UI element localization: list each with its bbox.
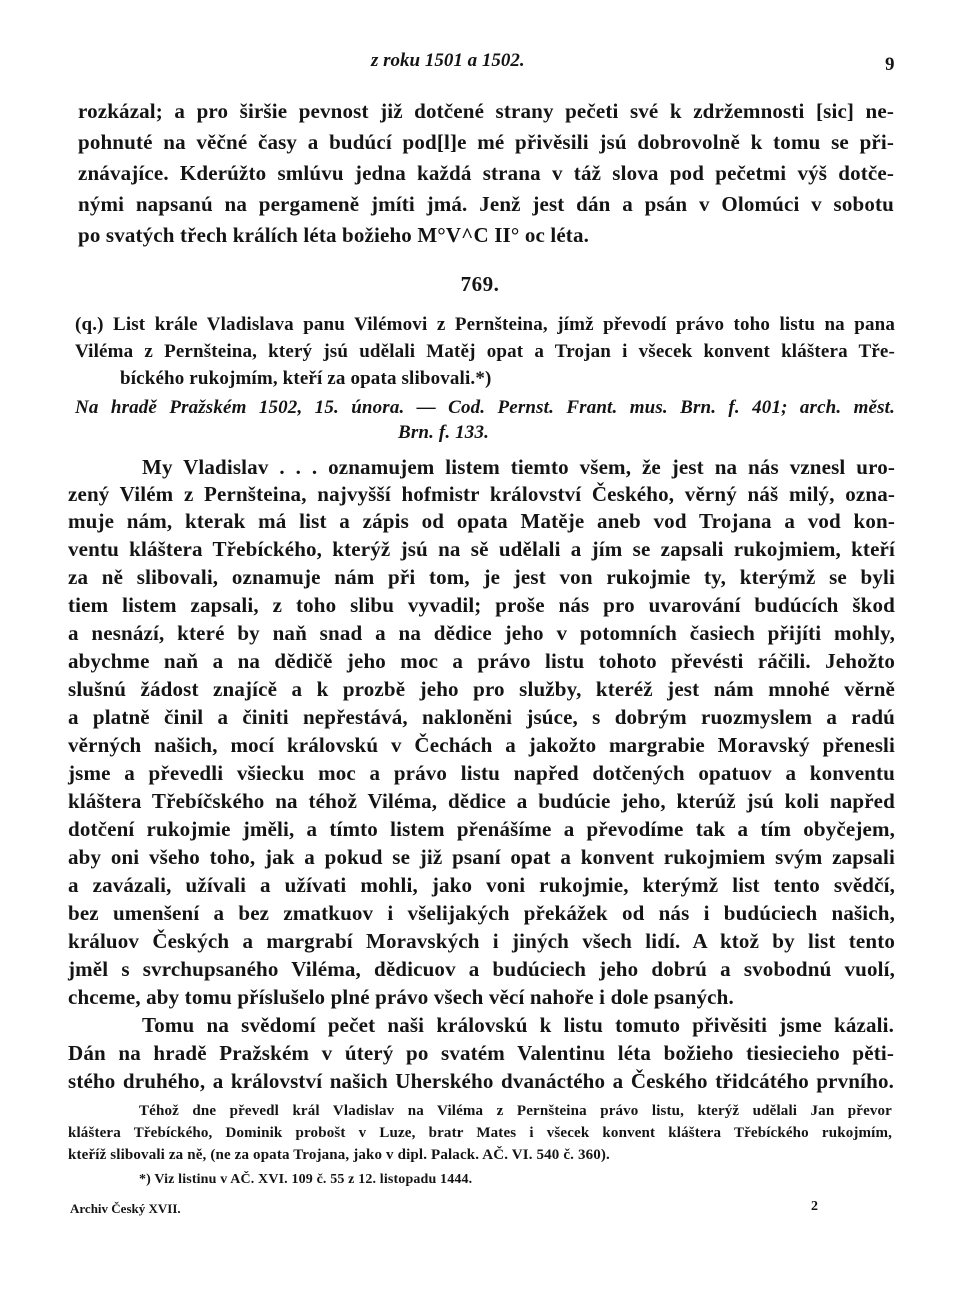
text-line: tiem listem zapsali, z toho slibu vyvadil; proše nás pro uvarování budúcích škod	[68, 593, 895, 617]
text-line: Tomu na svědomí pečet naši královskú k listu tomuto přivěsiti jsme kázali.	[142, 1013, 894, 1037]
text-line: stého druhého, a království našich Uherského dvanáctého a Českého třidcátého prvního.	[68, 1069, 894, 1093]
text-line: a zavázali, užívali a užívati mohli, jako voni rukojmie, kterýmž list tento svědčí,	[68, 873, 895, 897]
text-line: aby oni všeho toho, jak a pokud se již psaní opat a konvent rukojmiem svým zapsali	[68, 845, 895, 869]
text-line: věrných našich, mocí královskú v Čechách a jakožto margrabie Moravský přenesli	[68, 733, 895, 757]
text-line: Dán na hradě Pražském v úterý po svatém Valentinu léta božieho tiesiecieho pěti-	[68, 1041, 894, 1065]
text-line: za ně slibovali, oznamuje nám při tom, je jest von rukojmie ty, kterýmž se byli	[68, 565, 895, 589]
text-line: po svatých třech králích léta božieho M°V^C II° oc léta.	[78, 223, 589, 247]
text-line: Na hradě Pražském 1502, 15. února. — Cod. Pernst. Frant. mus. Brn. f. 401; arch. měst.	[75, 397, 895, 418]
signature-right: 2	[811, 1199, 818, 1214]
document-number: 769.	[460, 272, 500, 296]
text-line: rozkázal; a pro širšie pevnost již dotčené strany pečeti své k zdržemnosti [sic] ne-	[78, 99, 894, 123]
running-head-title: z roku 1501 a 1502.	[371, 50, 525, 71]
text-line: bez umenšení a bez zmatkuov i všelijakých překážek od nás i budúciech našich,	[68, 901, 895, 925]
text-line: ventu kláštera Třebíckého, kterýž jsú na sě udělali a jím se zapsali rukojmiem, kteří	[68, 537, 895, 561]
text-line: zený Vilém z Pernšteina, najvyšší hofmistr království Českého, věrný náš milý, ozna-	[68, 482, 895, 506]
text-line: a platně činil a činiti nepřestává, nakloněni jsúce, s dobrým ruozmyslem a radú	[68, 705, 895, 729]
page-number: 9	[885, 54, 895, 75]
text-line: kláštera Třebíčského na téhož Viléma, dědice a budúcie jeho, kterúž jsú koli napřed	[68, 789, 895, 813]
text-line: dotčení rukojmie jměli, a tímto listem přenášíme a převodíme tak a tím obyčejem,	[68, 817, 895, 841]
text-line: a nesnází, které by naň snad a na dědice jeho v potomních časiech přijíti mohly,	[68, 621, 895, 645]
text-line: kláštera Třebíckého, Dominik probošt v Luze, bratr Mates i všecek konvent kláštera Třebíckého rukojmím,	[68, 1125, 892, 1141]
text-line: chceme, aby tomu příslušelo plné právo všech věcí nahoře i dole psaných.	[68, 985, 734, 1009]
text-line: abychme naň a na dědičě jeho moc a právo listu tohoto převésti ráčili. Jehožto	[68, 649, 895, 673]
text-line: jsme a převedli všiecku moc a právo listu napřed dotčených opatuov a konventu	[68, 761, 895, 785]
text-line: Brn. f. 133.	[398, 422, 490, 443]
text-line: králuov Českých a margrabí Moravských i jiných všech lidí. A ktož by list tento	[68, 929, 895, 953]
running-head	[0, 46, 960, 76]
text-line: jměl s svrchupsaného Viléma, dědicuov a budúciech jeho dobrú a svobodnú vuolí,	[68, 957, 895, 981]
text-line: Téhož dne převedl král Vladislav na Viléma z Pernšteina právo listu, kterýž udělali Jan převor	[139, 1103, 892, 1119]
text-line: muje nám, kterak má list a zápis od opata Matěje aneb vod Trojana a vod kon-	[68, 509, 895, 533]
text-line: pohnuté na věčné časy a budúcí pod[l]e mé přivěsili jsú dobrovolně k tomu se při-	[78, 130, 894, 154]
text-line: My Vladislav . . . oznamujem listem tiemto všem, že jest na nás vznesl uro-	[142, 455, 895, 479]
text-line: nými napsanú na pergameně jmíti jmá. Jenž jest dán a psán v Olomúci v sobotu	[78, 192, 894, 216]
footnote: *) Viz listinu v AČ. XVI. 109 č. 55 z 12. listopadu 1444.	[139, 1172, 473, 1187]
text-line: bíckého rukojmím, kteří za opata slibovali.*)	[120, 368, 492, 389]
signature-left: Archiv Český XVII.	[70, 1201, 181, 1216]
text-line: kteříž slibovali za ně, (ne za opata Trojana, jako v dipl. Palack. AČ. VI. 540 č. 360).	[68, 1147, 610, 1163]
text-line: slušnú žádost znajícě a k prozbě jeho pro služby, kteréž jest nám mnohé věrně	[68, 677, 895, 701]
text-line: (q.) List krále Vladislava panu Vilémovi z Pernšteina, jímž převodí právo toho listu na pana	[75, 314, 895, 335]
text-line: znávajíce. Kderúžto smlúvu jedna každá strana v táž slova pod pečetmi výš dotče-	[78, 161, 894, 185]
text-line: Viléma z Pernšteina, který jsú udělali Matěj opat a Trojan i všecek konvent kláštera Tře-	[75, 341, 895, 362]
